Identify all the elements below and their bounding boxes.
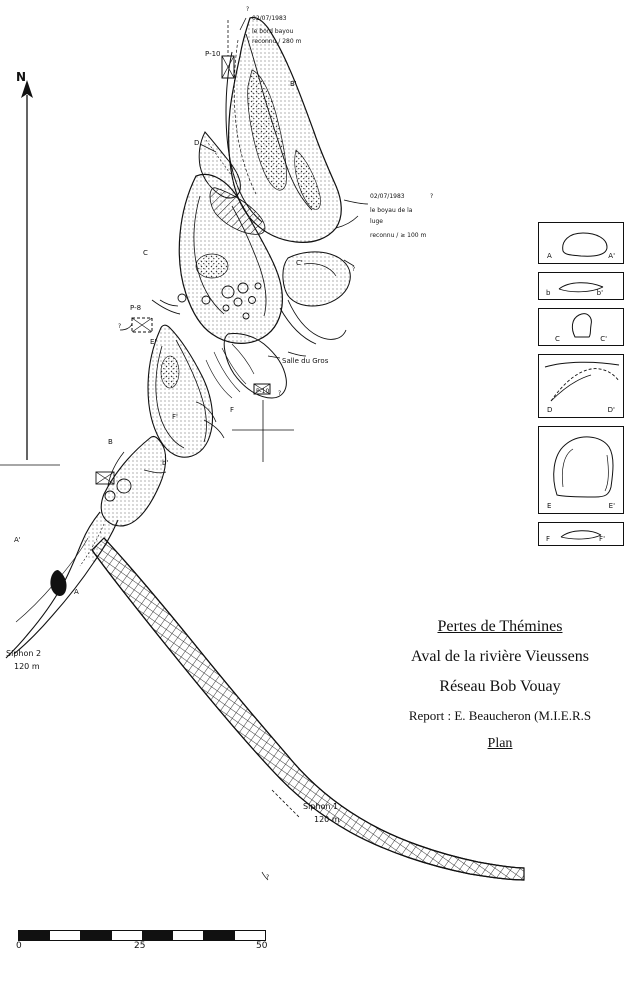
- section-AA-right-label: A': [608, 252, 615, 260]
- passage-lower-middle: [148, 325, 224, 457]
- map-label-date-top: 02/07/1983: [252, 15, 287, 22]
- map-label-question-p10: ?: [278, 390, 282, 397]
- map-label-c: C: [143, 249, 148, 257]
- section-CC-right-label: C': [600, 335, 607, 343]
- map-label-luge-right: luge: [370, 218, 383, 225]
- scale-tick-25: 25: [134, 941, 146, 951]
- map-label-f: F: [230, 406, 235, 414]
- section-FF: [538, 522, 624, 546]
- section-CC: [538, 308, 624, 346]
- map-label-question-bottom: ?: [266, 874, 270, 881]
- map-label-question-left: ?: [118, 323, 122, 330]
- section-bb-left-label: b: [546, 289, 551, 297]
- map-label-date-right: 02/07/1983: [370, 193, 405, 200]
- title-line-4: Report : E. Beaucheron (M.I.E.R.S: [408, 708, 592, 723]
- title-line-1: Pertes de Thémines: [437, 618, 563, 635]
- map-label-f-prime: F': [172, 413, 178, 421]
- section-FF-right-label: F': [599, 535, 605, 543]
- map-label-siphon1-depth: 120 m: [314, 815, 340, 824]
- map-label-boyau-right: le boyau de la: [370, 207, 413, 214]
- section-DD: [538, 354, 624, 418]
- map-label-reconnu-right: reconnu / ≥ 100 m: [370, 232, 427, 239]
- map-label-p8: P-8: [130, 304, 142, 312]
- title-line-2: Aval de la rivière Vieussens: [411, 648, 589, 665]
- map-label-c-prime: C': [296, 259, 303, 267]
- title-line-5: Plan: [487, 736, 513, 751]
- passage-northeast-branch: [280, 252, 354, 344]
- map-label-question-ne: ?: [352, 266, 356, 273]
- north-label: N: [16, 70, 27, 84]
- map-label-question-top: ?: [246, 6, 250, 13]
- section-AA: [538, 222, 624, 264]
- map-label-siphon1: Siphon 1: [303, 802, 339, 811]
- section-EE-right-label: E': [608, 502, 615, 510]
- map-label-d-point: D: [194, 139, 200, 147]
- scale-bar-segments: [18, 930, 266, 941]
- section-DD-right-label: D': [607, 406, 615, 414]
- map-label-e-prime: E': [150, 338, 157, 346]
- passage-siphon2-arm: [6, 512, 118, 658]
- north-arrow: [21, 80, 33, 460]
- scale-tick-0: 0: [16, 941, 22, 951]
- map-label-siphon2: Siphon 2: [6, 649, 42, 658]
- section-DD-left-label: D: [547, 406, 553, 414]
- map-label-salle-du-gros: Salle du Gros: [282, 357, 329, 365]
- section-EE-left-label: E: [547, 502, 552, 510]
- map-label-b-prime: B': [290, 80, 297, 88]
- map-label-b: B: [108, 438, 113, 446]
- section-FF-left-label: F: [546, 535, 551, 543]
- section-CC-left-label: C: [555, 335, 560, 343]
- title-block: [370, 618, 630, 764]
- map-label-siphon2-depth: 120 m: [14, 662, 40, 671]
- scale-tick-50: 50: [256, 941, 268, 951]
- map-label-a-prime: A': [14, 536, 21, 544]
- section-EE: [538, 426, 624, 514]
- scale-bar: [18, 930, 268, 953]
- map-label-b-prime-2: b': [162, 459, 169, 467]
- map-label-p10-top: P-10: [205, 50, 221, 58]
- map-label-bayou-top-2: reconnu / 280 m: [252, 38, 302, 45]
- title-line-3: Réseau Bob Vouay: [439, 678, 561, 695]
- map-label-question-right: ?: [430, 193, 434, 200]
- cross-sections-panel: [538, 222, 624, 554]
- map-label-p10-salle: P-10: [256, 388, 270, 395]
- map-label-a: A: [74, 588, 79, 596]
- map-label-bayou-top: le bord bayou: [252, 28, 294, 35]
- section-AA-left-label: A: [547, 252, 552, 260]
- section-bb: [538, 272, 624, 300]
- scale-bar-labels: [18, 941, 268, 953]
- section-bb-right-label: b': [596, 289, 603, 297]
